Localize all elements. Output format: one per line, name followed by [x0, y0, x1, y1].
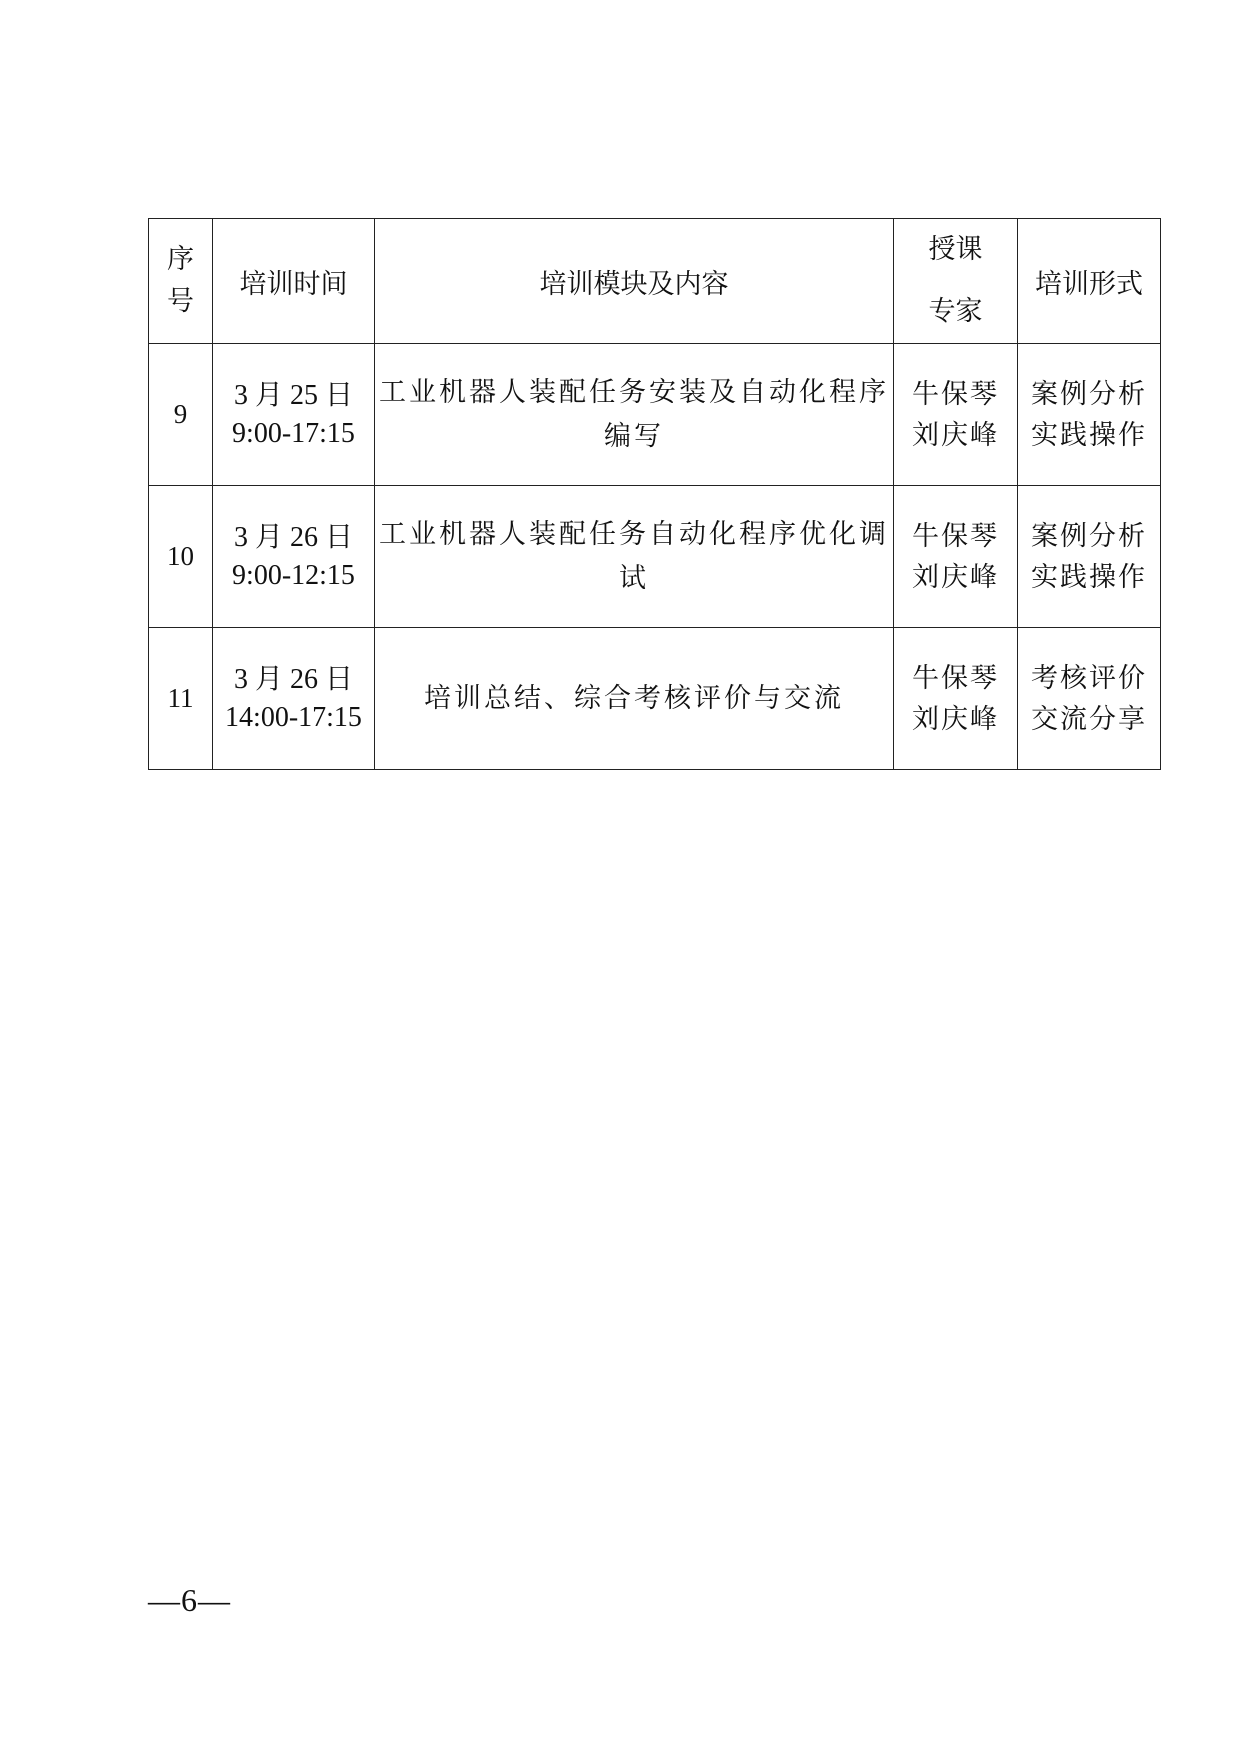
row-experts [894, 486, 1018, 628]
header-format: 培训形式 [1018, 219, 1161, 344]
row-date: 3 月 25 日 [233, 379, 353, 411]
row-expert-2: 刘庆峰 [912, 561, 999, 593]
row-time [213, 628, 375, 770]
row-experts [894, 628, 1018, 770]
header-no-line-1: 序 [167, 244, 194, 275]
row-format-1: 案例分析 [1031, 378, 1147, 410]
row-time-range: 9:00-12:15 [232, 559, 355, 591]
header-expert-line-1: 授课 [928, 234, 983, 265]
row-no: 11 [149, 628, 213, 770]
row-expert-2: 刘庆峰 [912, 419, 999, 451]
row-format [1018, 628, 1161, 770]
header-expert-line-2: 专家 [928, 296, 983, 327]
row-time [213, 344, 375, 486]
row-expert-1: 牛保琴 [912, 520, 999, 552]
row-date: 3 月 26 日 [233, 521, 353, 553]
row-format-1: 案例分析 [1031, 520, 1147, 552]
row-time [213, 486, 375, 628]
row-time-range: 9:00-17:15 [232, 417, 355, 449]
row-format-1: 考核评价 [1031, 662, 1147, 694]
row-expert-1: 牛保琴 [912, 378, 999, 410]
header-no-line-2: 号 [167, 286, 194, 317]
row-date: 3 月 26 日 [233, 663, 353, 695]
row-format-2: 实践操作 [1031, 419, 1147, 451]
row-format [1018, 486, 1161, 628]
row-content: 培训总结、综合考核评价与交流 [375, 628, 894, 770]
row-time-range: 14:00-17:15 [225, 701, 362, 733]
table-header-row [149, 219, 1161, 344]
table-row [149, 486, 1161, 628]
header-no [149, 219, 213, 344]
header-time: 培训时间 [213, 219, 375, 344]
row-content: 工业机器人装配任务安装及自动化程序编写 [375, 344, 894, 486]
table-row [149, 344, 1161, 486]
row-format [1018, 344, 1161, 486]
row-no: 9 [149, 344, 213, 486]
row-content: 工业机器人装配任务自动化程序优化调试 [375, 486, 894, 628]
training-schedule-table [148, 218, 1161, 770]
row-format-2: 实践操作 [1031, 561, 1147, 593]
header-content: 培训模块及内容 [375, 219, 894, 344]
row-expert-2: 刘庆峰 [912, 703, 999, 735]
page-number: —6— [148, 1582, 231, 1618]
table-row [149, 628, 1161, 770]
row-format-2: 交流分享 [1031, 703, 1147, 735]
row-no: 10 [149, 486, 213, 628]
row-experts [894, 344, 1018, 486]
header-expert [894, 219, 1018, 344]
row-expert-1: 牛保琴 [912, 662, 999, 694]
